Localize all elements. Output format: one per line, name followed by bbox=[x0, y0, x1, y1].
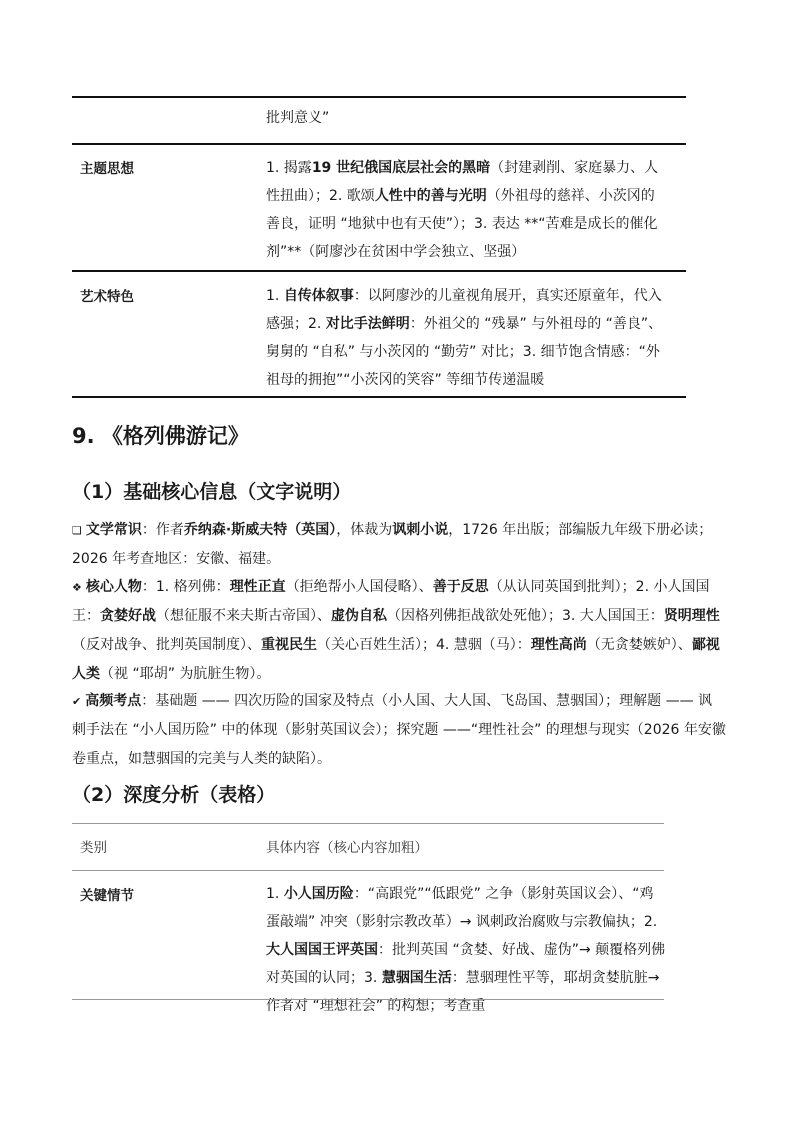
bold-text: 19 世纪俄国底层社会的黑暗 bbox=[311, 160, 491, 176]
table2-header-content: 具体内容（核心内容加粗） bbox=[266, 840, 428, 856]
text: ：基础题 —— 四次历险的国家及特点（小人国、大人国、飞岛国、慧骃国）；理解题 —— 讽刺手法在 “小人国历险” 中的体现（影射英国议会）；探究题 ——“理性社会” 的理想与现实（2026 年安徽卷重点，如慧骃国的完美与人类的缺陷）。 bbox=[72, 693, 726, 767]
text: （无贪婪嫉妒）、 bbox=[586, 637, 692, 653]
text: ，1726 年出版；部编版九年级下册必读；2026 年考查地区：安徽、福建。 bbox=[72, 522, 713, 567]
paragraph-literary-facts bbox=[72, 516, 726, 574]
table2-header-rule bbox=[72, 870, 664, 871]
bold-text: 贤明理性 bbox=[663, 608, 720, 624]
bold-text: 贪婪好战 bbox=[100, 608, 156, 624]
row-content-art bbox=[266, 282, 666, 394]
text: ：1. 格列佛： bbox=[141, 579, 230, 595]
table-top-rule bbox=[72, 96, 686, 98]
text: （反对战争、批判英国制度）、 bbox=[72, 637, 261, 653]
bold-text: 高频考点 bbox=[85, 693, 142, 709]
text: 1. 揭露 bbox=[266, 160, 312, 176]
bold-text: 善于反思 bbox=[432, 579, 489, 595]
table-bottom-rule bbox=[72, 396, 686, 398]
table2-top-rule bbox=[72, 823, 664, 824]
table-continuation-text: 批判意义” bbox=[266, 110, 330, 126]
bold-text: 大人国国王评英国 bbox=[266, 942, 378, 958]
paragraph-core-characters bbox=[72, 573, 726, 689]
bullet-icon: ❖ bbox=[72, 581, 82, 594]
text: ：“高跟党”“低跟党” 之争（影射英国议会）、“鸡蛋敲端” 冲突（影射宗教改革）→ 讽刺政治腐败与宗教偏执；2. bbox=[266, 886, 658, 930]
subsection-title-basic: （1）基础核心信息（文字说明） bbox=[72, 481, 352, 503]
bold-text: 自传体叙事 bbox=[283, 288, 354, 304]
text: ：外祖父的 “残暴” 与外祖母的 “善良”、舅舅的 “自私” 与小茨冈的 “勤劳” 对比；3. 细节饱含情感：“外祖母的拥抱”“小茨冈的笑容” 等细节传递温暖 bbox=[266, 316, 663, 388]
bold-text: 乔纳森·斯威夫特（英国） bbox=[183, 522, 337, 538]
subsection-title-analysis: （2）深度分析（表格） bbox=[72, 784, 276, 806]
bold-text: 鄙视人类 bbox=[72, 637, 720, 682]
paragraph-key-points bbox=[72, 687, 726, 774]
text: ：批判英国 “贪婪、好战、虚伪”→ 颠覆格列佛对英国的认同；3. bbox=[266, 942, 666, 986]
text: 1. bbox=[266, 886, 284, 902]
bold-text: 对比手法鲜明 bbox=[325, 316, 410, 332]
row-label-key-plot: 关键情节 bbox=[80, 888, 134, 904]
text: ，体裁为 bbox=[336, 522, 393, 538]
table2-header-category: 类别 bbox=[80, 840, 107, 856]
bold-text: 重视民生 bbox=[261, 637, 317, 653]
text: ：以阿廖沙的儿童视角展开，真实还原童年，代入感强；2. bbox=[266, 288, 662, 332]
bold-text: 文学常识 bbox=[85, 522, 142, 538]
text: ：慧骃理性平等，耶胡贪婪肮脏→ 作者对 “理想社会” 的构想；考查重 bbox=[266, 970, 660, 1014]
text: 1. bbox=[266, 288, 284, 304]
text: （外祖母的慈祥、小茨冈的善良，证明 “地狱中也有天使”）；3. 表达 **“苦难是成长的催化剂”**（阿廖沙在贫困中学会独立、坚强） bbox=[266, 188, 658, 260]
text: （从认同英国到批判）；2. 小人国国王： bbox=[72, 579, 710, 624]
table-row-rule bbox=[72, 143, 686, 145]
bold-text: 人性中的善与光明 bbox=[374, 188, 487, 204]
bold-text: 小人国历险 bbox=[283, 886, 354, 902]
bold-text: 理性高尚 bbox=[530, 637, 587, 653]
bold-text: 慧骃国生活 bbox=[381, 970, 452, 986]
table2-bottom-rule bbox=[72, 999, 664, 1000]
section-title: 9. 《格列佛游记》 bbox=[72, 424, 249, 448]
bold-text: 讽刺小说 bbox=[392, 522, 449, 538]
bullet-icon: ❏ bbox=[72, 524, 82, 537]
text: （想征服不来夫斯古帝国）、 bbox=[156, 608, 331, 624]
table-row-rule bbox=[72, 270, 686, 272]
bold-text: 核心人物 bbox=[85, 579, 142, 595]
bullet-icon: ✔ bbox=[72, 695, 82, 708]
text: （关心百姓生活）；4. 慧骃（马）： bbox=[317, 637, 531, 653]
row-content-theme bbox=[266, 154, 666, 266]
bold-text: 虚伪自私 bbox=[331, 608, 387, 624]
text: （视 “耶胡” 为肮脏生物）。 bbox=[100, 666, 271, 682]
text: ：作者 bbox=[141, 522, 184, 538]
bold-text: 理性正直 bbox=[229, 579, 286, 595]
text: （因格列佛拒战欲处死他）；3. 大人国国王： bbox=[387, 608, 664, 624]
row-label-theme: 主题思想 bbox=[80, 161, 134, 177]
text: （封建剥削、家庭暴力、人性扭曲）；2. 歌颂 bbox=[266, 160, 659, 204]
text: （拒绝帮小人国侵略）、 bbox=[285, 579, 433, 595]
row-label-art: 艺术特色 bbox=[80, 289, 134, 305]
